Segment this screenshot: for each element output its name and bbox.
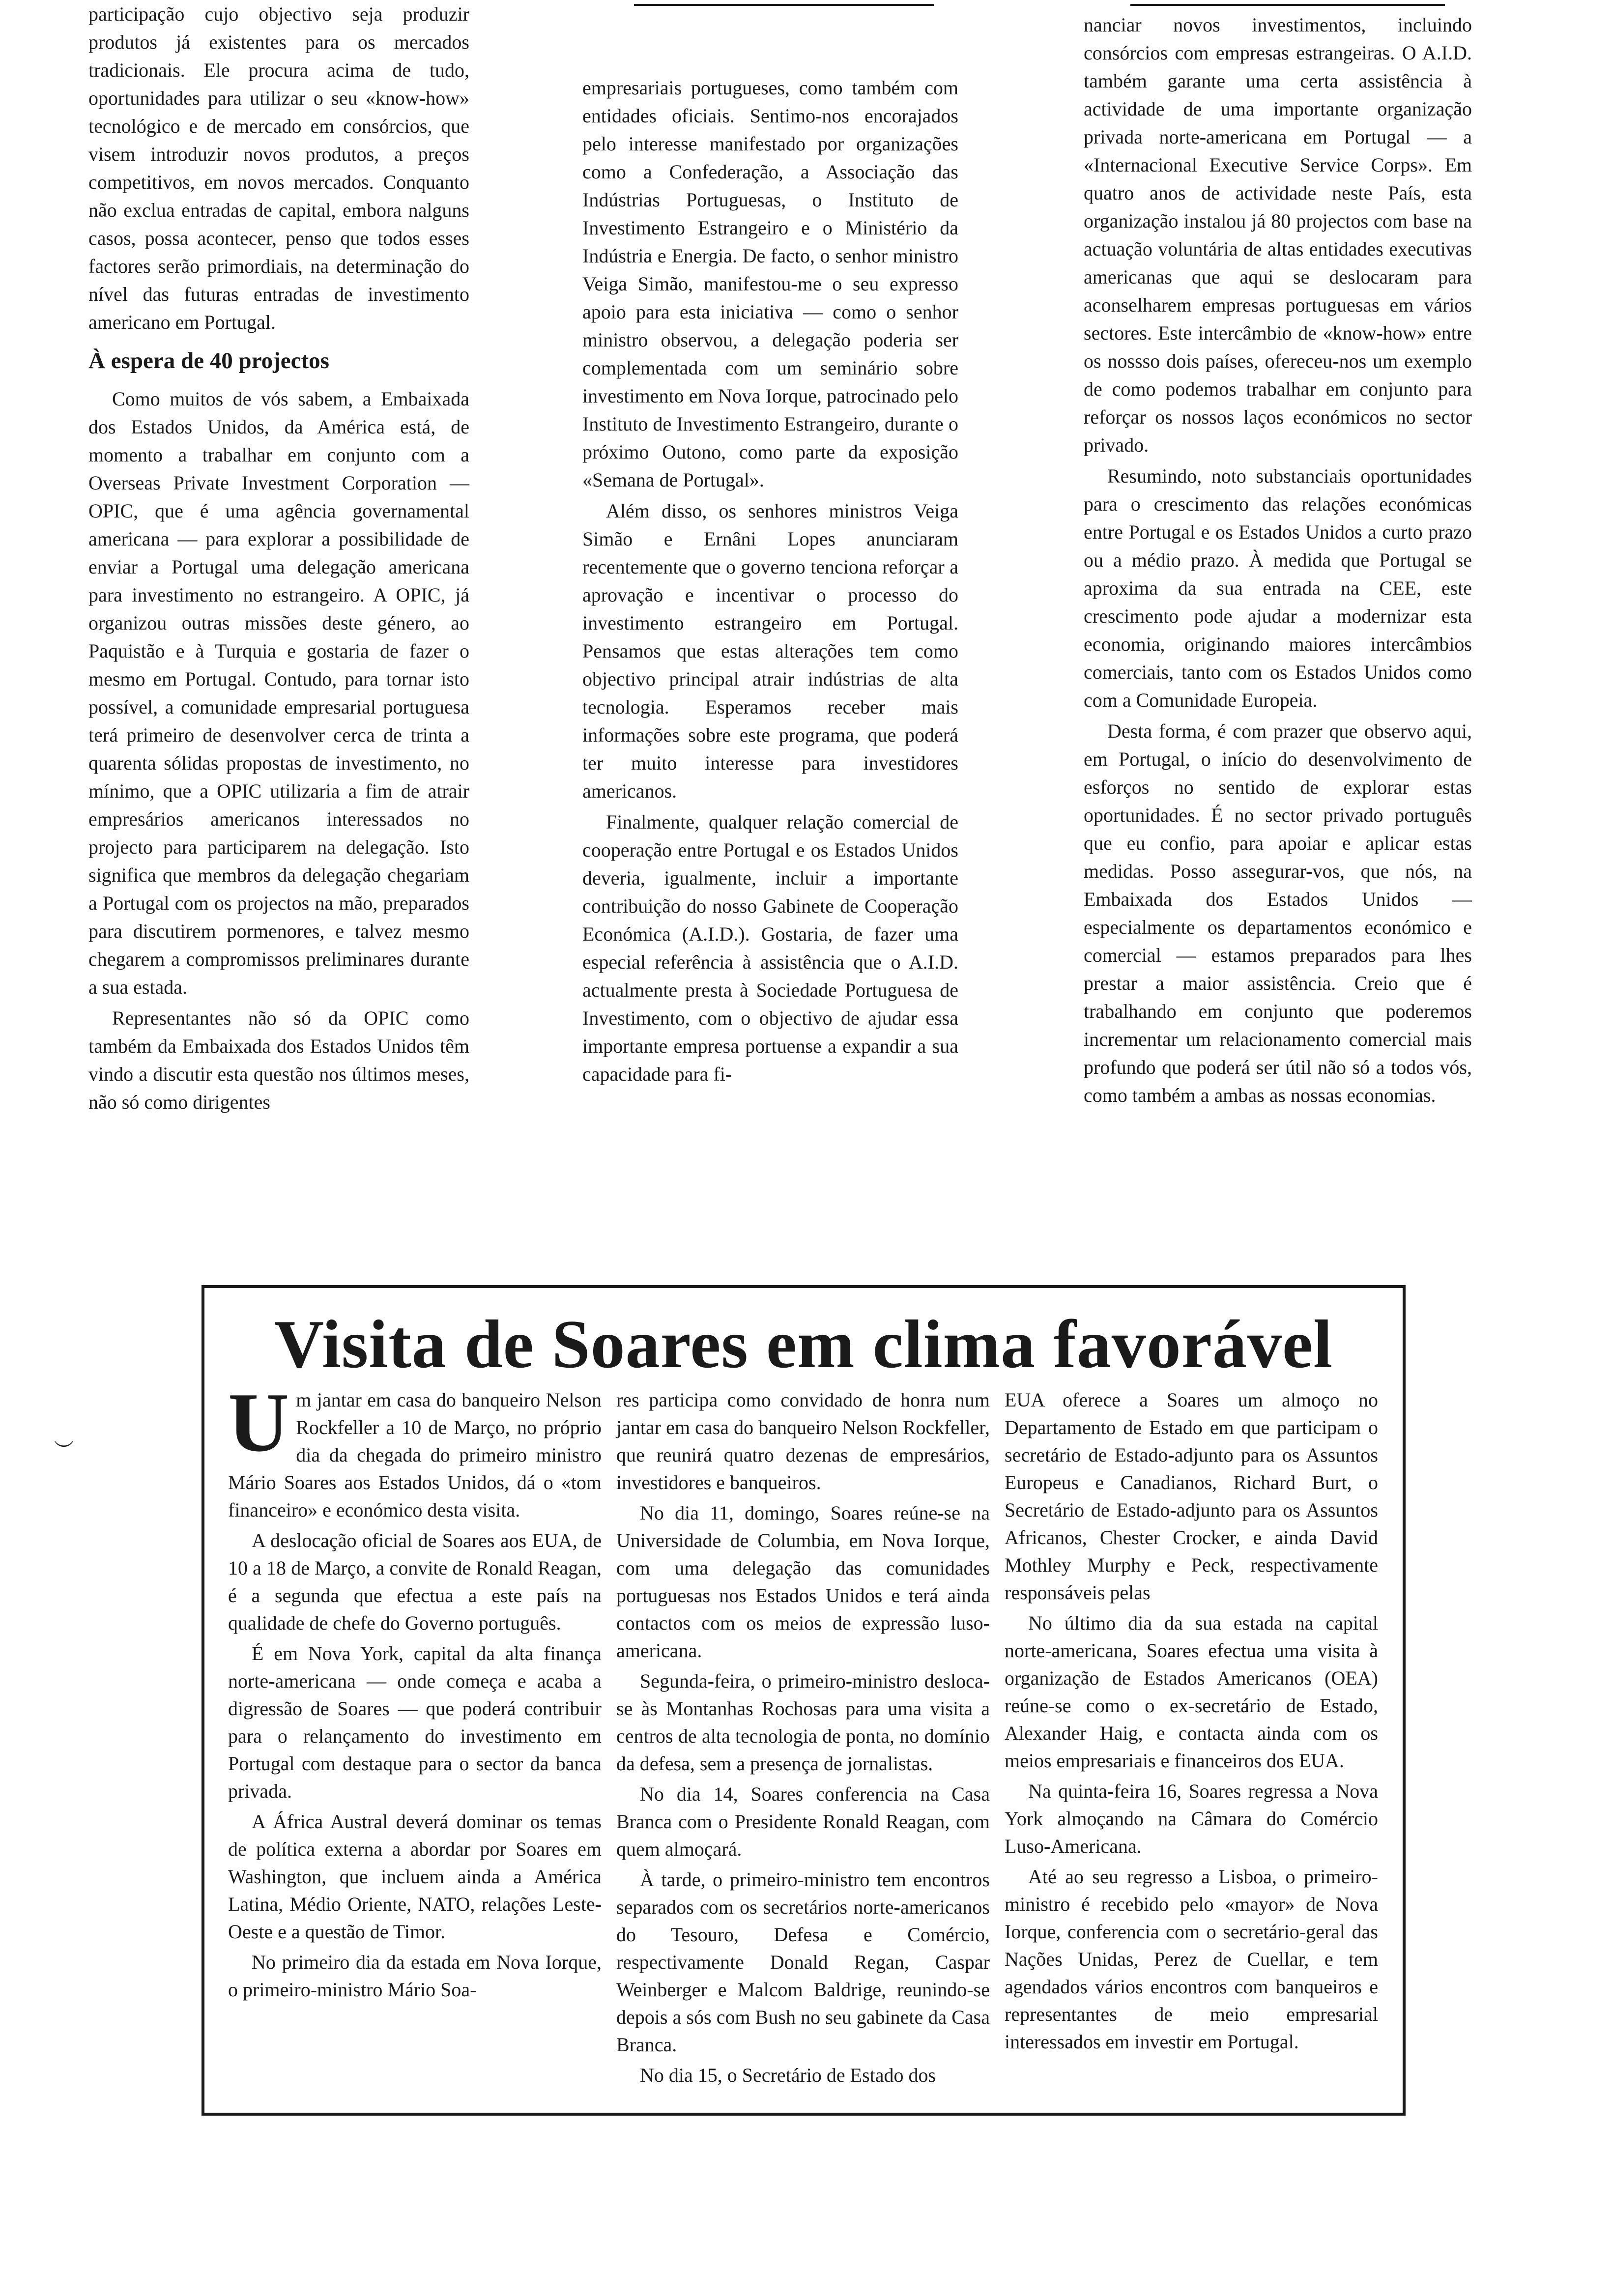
- boxed-article-column-2: [616, 1386, 990, 2092]
- paragraph: participação cujo objectivo seja produzir produtos já existentes para os mercados tradicionais. Ele procura acima de tudo, oportunidades para utilizar o seu «know-how» tecnológico e de mercado em consórcios, que visem introduzir novos produtos, a preços competitivos, em novos mercados. Conquanto não exclua entradas de capital, embora nalguns casos, possa acontecer, penso que todos esses factores serão primordiais, na determinação do nível das futuras entradas de investimento americano em Portugal.: [88, 3, 469, 333]
- paragraph: No dia 15, o Secretário de Estado dos: [640, 2064, 936, 2086]
- paragraph: No dia 14, Soares conferencia na Casa Branca com o Presidente Ronald Reagan, com quem almoçará.: [616, 1783, 990, 1860]
- paragraph: Como muitos de vós sabem, a Embaixada dos Estados Unidos, da América está, de momento a trabalhar em conjunto com a Overseas Private Investment Corporation — OPIC, que é uma agência governamental americana — para explorar a possibilidade de enviar a Portugal uma delegação americana para investimento no estrangeiro. A OPIC, já organizou outras missões deste género, ao Paquistão e à Turquia e gostaria de fazer o mesmo em Portugal. Contudo, para tornar isto possível, a comunidade empresarial portuguesa terá primeiro de desenvolver cerca de trinta a quarenta sólidas propostas de investimento, no mínimo, que a OPIC utilizaria a fim de atrair empresários americanos interessados no projecto para participarem na delegação. Isto significa que membros da delegação chegariam a Portugal com os projectos na mão, preparados para discutirem pormenores, e talvez mesmo chegarem a compromissos preliminares durante a sua estada.: [88, 388, 469, 998]
- article-column-3: [1084, 11, 1472, 1112]
- column-rule-top-center: [634, 4, 934, 6]
- paragraph: empresariais portugueses, como também com entidades oficiais. Sentimo-nos encorajados pelo interesse manifestado por organizações como a Confederação, a Associação das Indústrias Portuguesas, o Instituto de Investimento Estrangeiro e o Ministério da Indústria e Energia. De facto, o senhor ministro Veiga Simão, manifestou-me o seu expresso apoio para esta iniciativa — como o senhor ministro observou, a delegação poderia ser complementada com um seminário sobre investimento em Nova Iorque, patrocinado pelo Instituto de Investimento Estrangeiro, durante o próximo Outono, como parte da exposição «Semana de Portugal».: [582, 77, 958, 491]
- paragraph: À tarde, o primeiro-ministro tem encontros separados com os secretários norte-americanos do Tesouro, Defesa e Comércio, respectivamente Donald Regan, Caspar Weinberger e Malcom Baldrige, reunindo-se depois a sós com Bush no seu gabinete da Casa Branca.: [616, 1868, 990, 2056]
- paragraph: A deslocação oficial de Soares aos EUA, de 10 a 18 de Março, a convite de Ronald Reagan, é a segunda que efectua a este país na qualidade de chefe do Governo português.: [228, 1529, 602, 1634]
- paragraph: É em Nova York, capital da alta finança norte-americana — onde começa e acaba a digressão de Soares — que poderá contribuir para o relançamento do investimento em Portugal com destaque para o sector da banca privada.: [228, 1642, 602, 1802]
- section-subheading: À espera de 40 projectos: [88, 348, 329, 373]
- article-headline: Visita de Soares em clima favorável: [274, 1306, 1333, 1382]
- paragraph: Até ao seu regresso a Lisboa, o primeiro-ministro é recebido pelo «mayor» de Nova Iorque, conferencia com o secretário-geral das Nações Unidas, Perez de Cuellar, e tem agendados vários encontros com banqueiros e representantes de meio empresarial interessados em investir em Portugal.: [1005, 1866, 1378, 2053]
- article-column-2: [582, 74, 958, 1091]
- drop-cap: U: [228, 1376, 289, 1469]
- paragraph: m jantar em casa do banqueiro Nelson Rockfeller a 10 de Março, no próprio dia da chegada do primeiro ministro Mário Soares aos Estados Unidos, dá o «tom financeiro» e económico desta visita.: [228, 1389, 602, 1521]
- paragraph: Resumindo, noto substanciais oportunidades para o crescimento das relações económicas entre Portugal e os Estados Unidos a curto prazo ou a médio prazo. À medida que Portugal se aproxima da sua entrada na CEE, este crescimento pode ajudar a modernizar esta economia, originando maiores intercâmbios comerciais, tanto com os Estados Unidos como com a Comunidade Europeia.: [1084, 465, 1472, 711]
- paragraph: EUA oferece a Soares um almoço no Departamento de Estado em que participam o secretário de Estado-adjunto para os Assuntos Europeus e Canadianos, Richard Burt, o Secretário de Estado-adjunto para os Assuntos Africanos, Chester Crocker, e ainda David Mothley Murphy e Peck, respectivamente responsáveis pelas: [1005, 1389, 1378, 1604]
- paragraph: No primeiro dia da estada em Nova Iorque, o primeiro-ministro Mário Soa-: [228, 1951, 602, 2001]
- boxed-article-column-1: [228, 1376, 602, 2007]
- paragraph: nanciar novos investimentos, incluindo consórcios com empresas estrangeiras. O A.I.D. também garante uma certa assistência à actividade de uma importante organização privada norte-americana em Portugal — a «Internacional Executive Service Corps». Em quatro anos de actividade neste País, esta organização instalou já 80 projectos com base na actuação voluntária de altas entidades executivas americanas que aqui se deslocaram para aconselharem empresas portuguesas em vários sectores. Este intercâmbio de «know-how» entre os nossso dois países, ofereceu-nos um exemplo de como podemos trabalhar em conjunto para reforçar os nossos laços económicos no sector privado.: [1084, 14, 1472, 456]
- paragraph: res participa como convidado de honra num jantar em casa do banqueiro Nelson Rockfeller, que reunirá quatro dezenas de empresários, investidores e banqueiros.: [616, 1389, 990, 1493]
- paragraph: Representantes não só da OPIC como também da Embaixada dos Estados Unidos têm vindo a discutir esta questão nos últimos meses, não só como dirigentes: [88, 1007, 469, 1113]
- margin-mark: ︶: [54, 1439, 74, 1462]
- paragraph: Finalmente, qualquer relação comercial de cooperação entre Portugal e os Estados Unidos deveria, igualmente, incluir a importante contribuição do nosso Gabinete de Cooperação Económica (A.I.D.). Gostaria, de fazer uma especial referência à assistência que o A.I.D. actualmente presta à Sociedade Portuguesa de Investimento, com o objectivo de ajudar essa importante empresa portuense a expandir a sua capacidade para fi-: [582, 811, 958, 1085]
- paragraph: Além disso, os senhores ministros Veiga Simão e Ernâni Lopes anunciaram recentemente que o governo tenciona reforçar a aprovação e incentivar o processo do investimento estrangeiro em Portugal. Pensamos que estas alterações tem como objectivo principal atrair indústrias de alta tecnologia. Esperamos receber mais informações sobre este programa, que poderá ter muito interesse para investidores americanos.: [582, 500, 958, 802]
- column-rule-top-right: [1130, 4, 1445, 6]
- paragraph: A África Austral deverá dominar os temas de política externa a abordar por Soares em Washington, que incluem ainda a América Latina, Médio Oriente, NATO, relações Leste-Oeste e a questão de Timor.: [228, 1810, 602, 1943]
- paragraph: No último dia da sua estada na capital norte-americana, Soares efectua uma visita à organização de Estados Americanos (OEA) reúne-se como o ex-secretário de Estado, Alexander Haig, e contacta ainda com os meios empresariais e financeiros dos EUA.: [1005, 1612, 1378, 1772]
- paragraph: Na quinta-feira 16, Soares regressa a Nova York almoçando na Câmara do Comércio Luso-Americana.: [1005, 1780, 1378, 1857]
- paragraph: No dia 11, domingo, Soares reúne-se na Universidade de Columbia, em Nova Iorque, com uma delegação das comunidades portuguesas nos Estados Unidos e terá ainda contactos com os meios de expressão luso-americana.: [616, 1502, 990, 1662]
- article-column-1: [88, 0, 469, 1119]
- boxed-article-column-3: [1005, 1386, 1378, 2059]
- paragraph: Segunda-feira, o primeiro-ministro desloca-se às Montanhas Rochosas para uma visita a centros de alta tecnologia de ponta, no domínio da defesa, sem a presença de jornalistas.: [616, 1670, 990, 1775]
- paragraph: Desta forma, é com prazer que observo aqui, em Portugal, o início do desenvolvimento de esforços no sentido de explorar estas oportunidades. É no sector privado português que eu confio, para apoiar e aplicar estas medidas. Posso assegurar-vos, que nós, na Embaixada dos Estados Unidos — especialmente os departamentos económico e comercial — estamos preparados para lhes prestar a maior assistência. Creio que é trabalhando em conjunto que poderemos incrementar um relacionamento comercial mais profundo que poderá ser útil não só a todos vós, como também a ambas as nossas economias.: [1084, 720, 1472, 1106]
- boxed-article: [202, 1285, 1406, 2116]
